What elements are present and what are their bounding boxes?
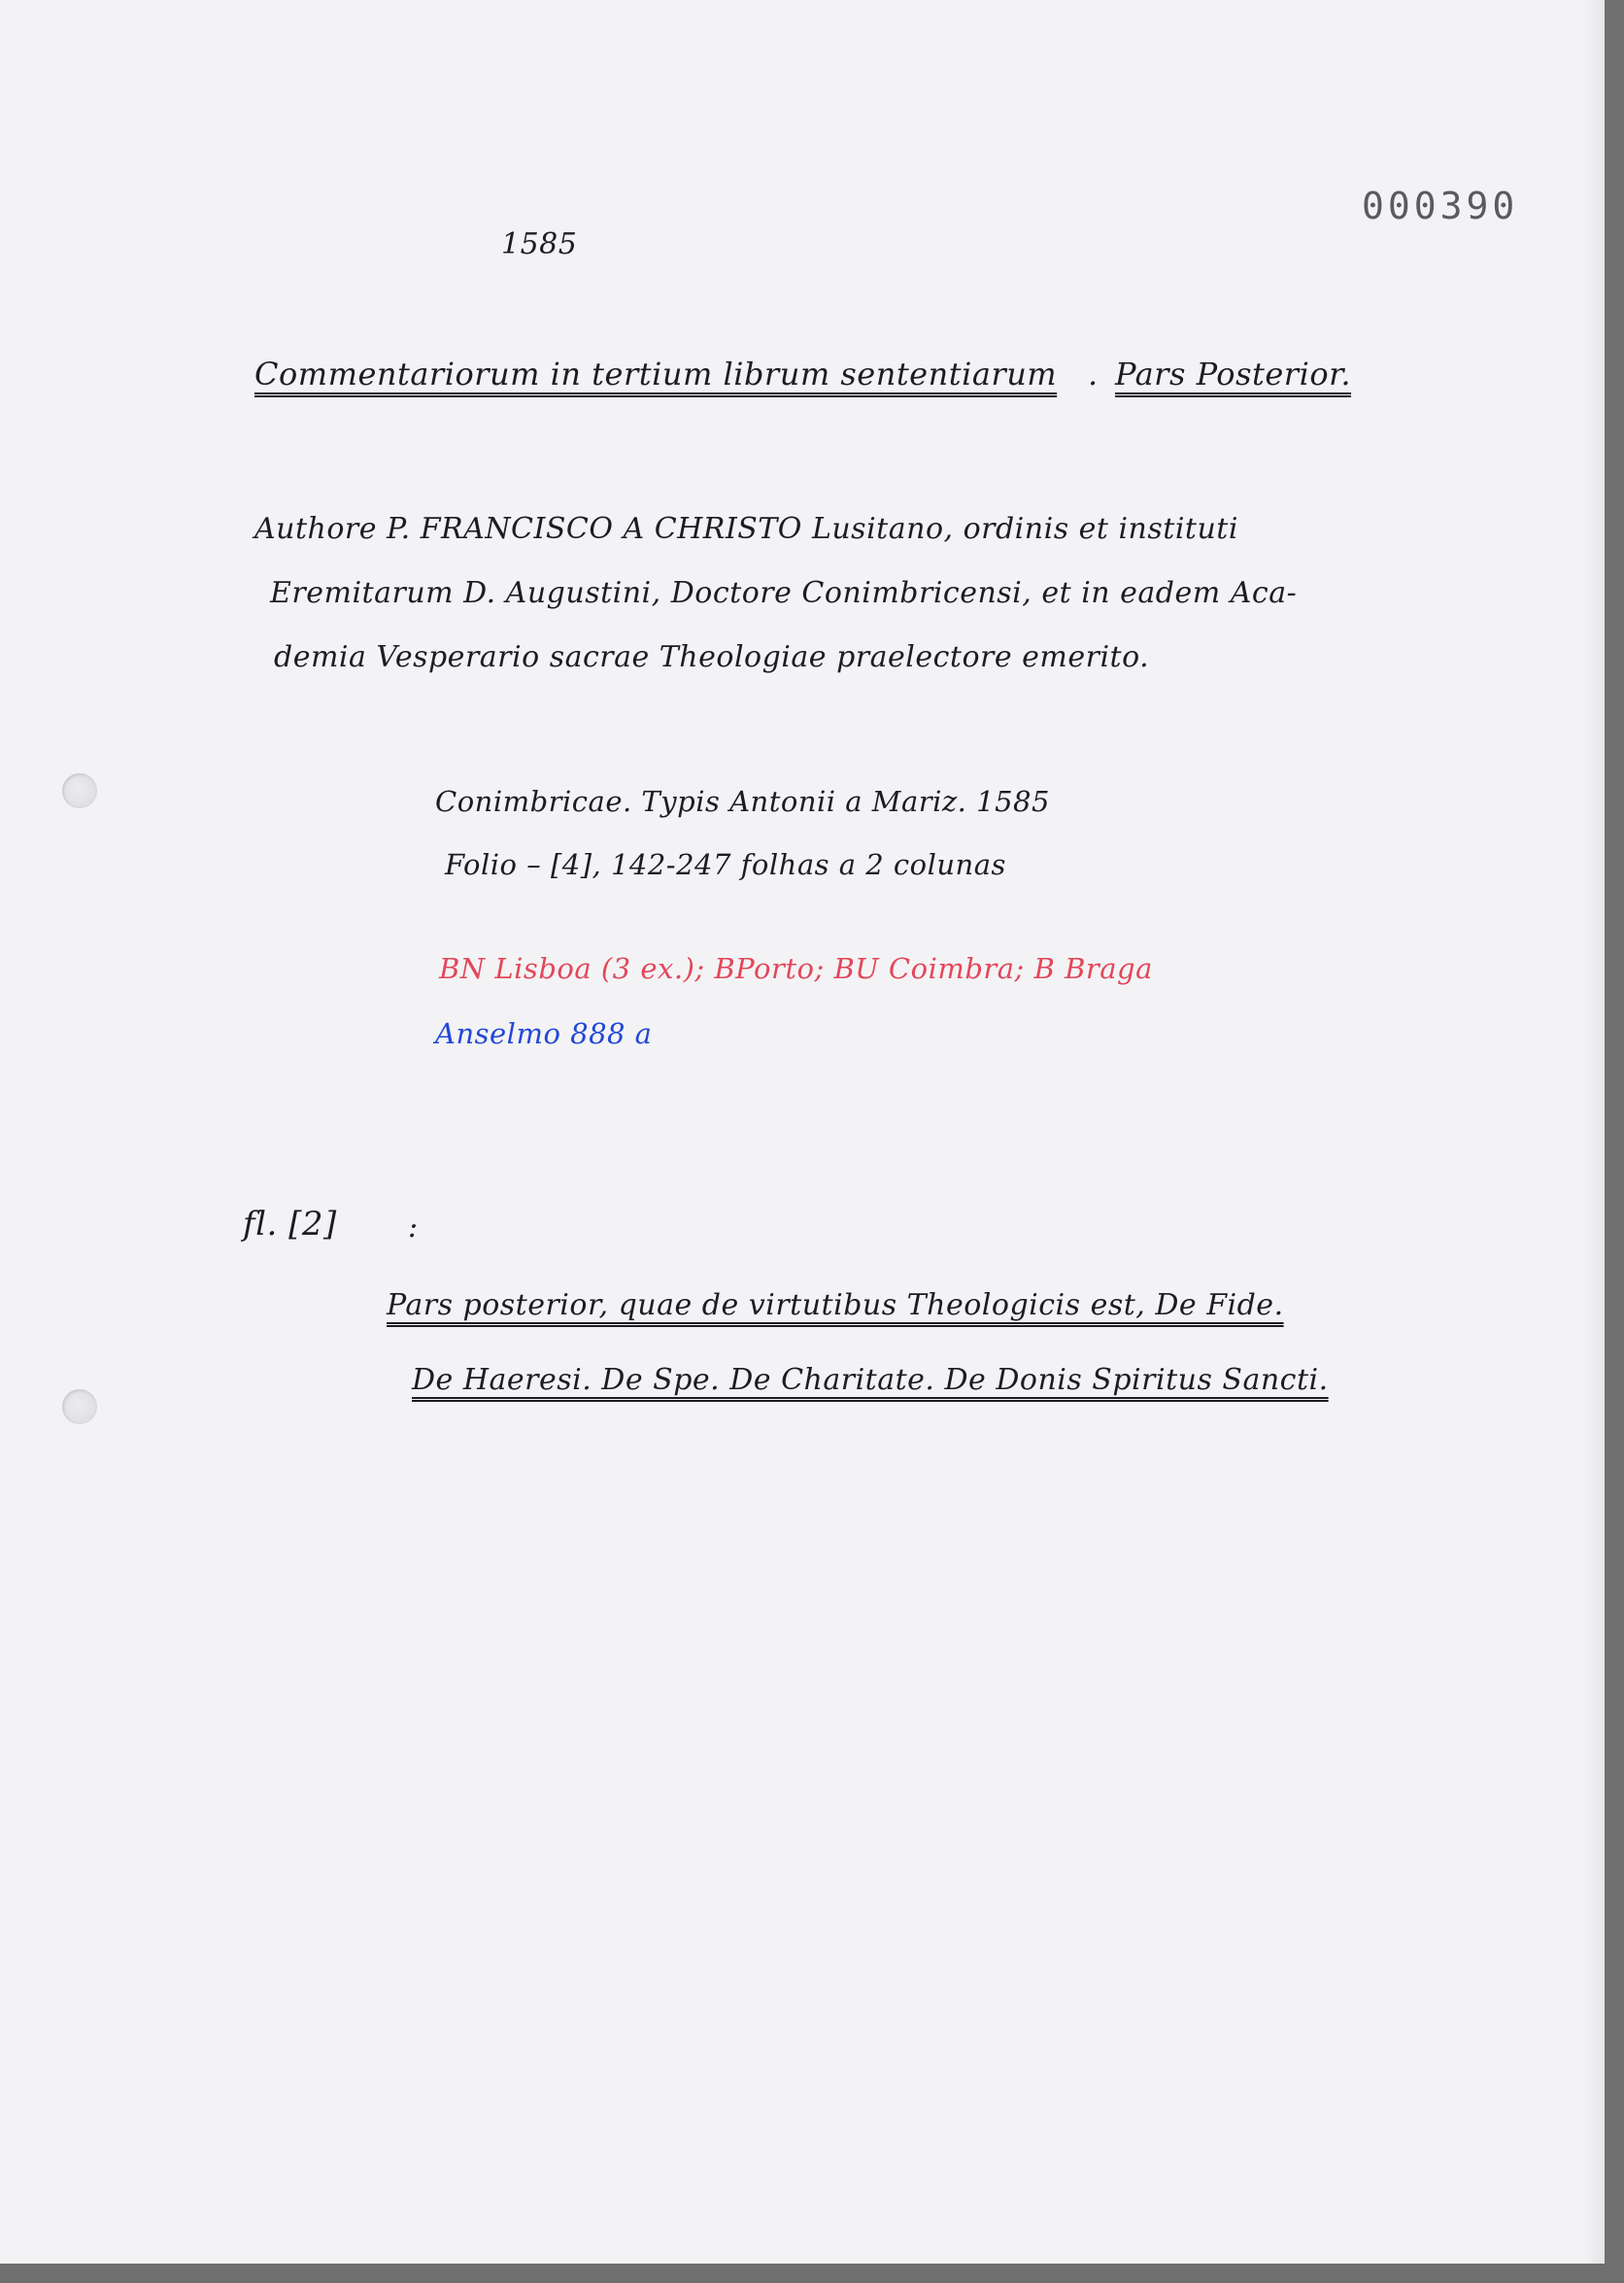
title-separator: . xyxy=(1088,356,1099,392)
punch-hole-top xyxy=(62,773,97,808)
leaf-label: fl. [2] xyxy=(243,1205,337,1244)
record-number-stamp: 000390 xyxy=(1362,185,1519,227)
author-line-3: demia Vesperario sacrae Theologiae praelectore emerito. xyxy=(274,640,1150,674)
bibliographic-reference: Anselmo 888 a xyxy=(435,1017,653,1050)
leaf-colon: : xyxy=(408,1210,419,1244)
leaf-line-1: Pars posterior, quae de virtutibus Theologicis est, De Fide. xyxy=(387,1288,1284,1322)
title-main: Commentariorum in tertium librum sententiarum xyxy=(254,356,1058,392)
author-line-1: Authore P. FRANCISCO A CHRISTO Lusitano, ordinis et instituti xyxy=(254,512,1238,546)
author-line-2: Eremitarum D. Augustini, Doctore Conimbricensi, et in eadem Aca- xyxy=(270,576,1298,610)
title-part: Pars Posterior. xyxy=(1115,356,1352,392)
punch-hole-bottom xyxy=(62,1389,97,1424)
leaf-line-2: De Haeresi. De Spe. De Charitate. De Donis Spiritus Sancti. xyxy=(412,1363,1329,1397)
imprint-place-line: Conimbricae. Typis Antonii a Mariz. 1585 xyxy=(435,785,1050,818)
holding-libraries: BN Lisboa (3 ex.); BPorto; BU Coimbra; B Braga xyxy=(439,952,1153,985)
publication-year: 1585 xyxy=(501,227,578,261)
imprint-format-line: Folio – [4], 142-247 folhas a 2 colunas xyxy=(445,848,1006,881)
